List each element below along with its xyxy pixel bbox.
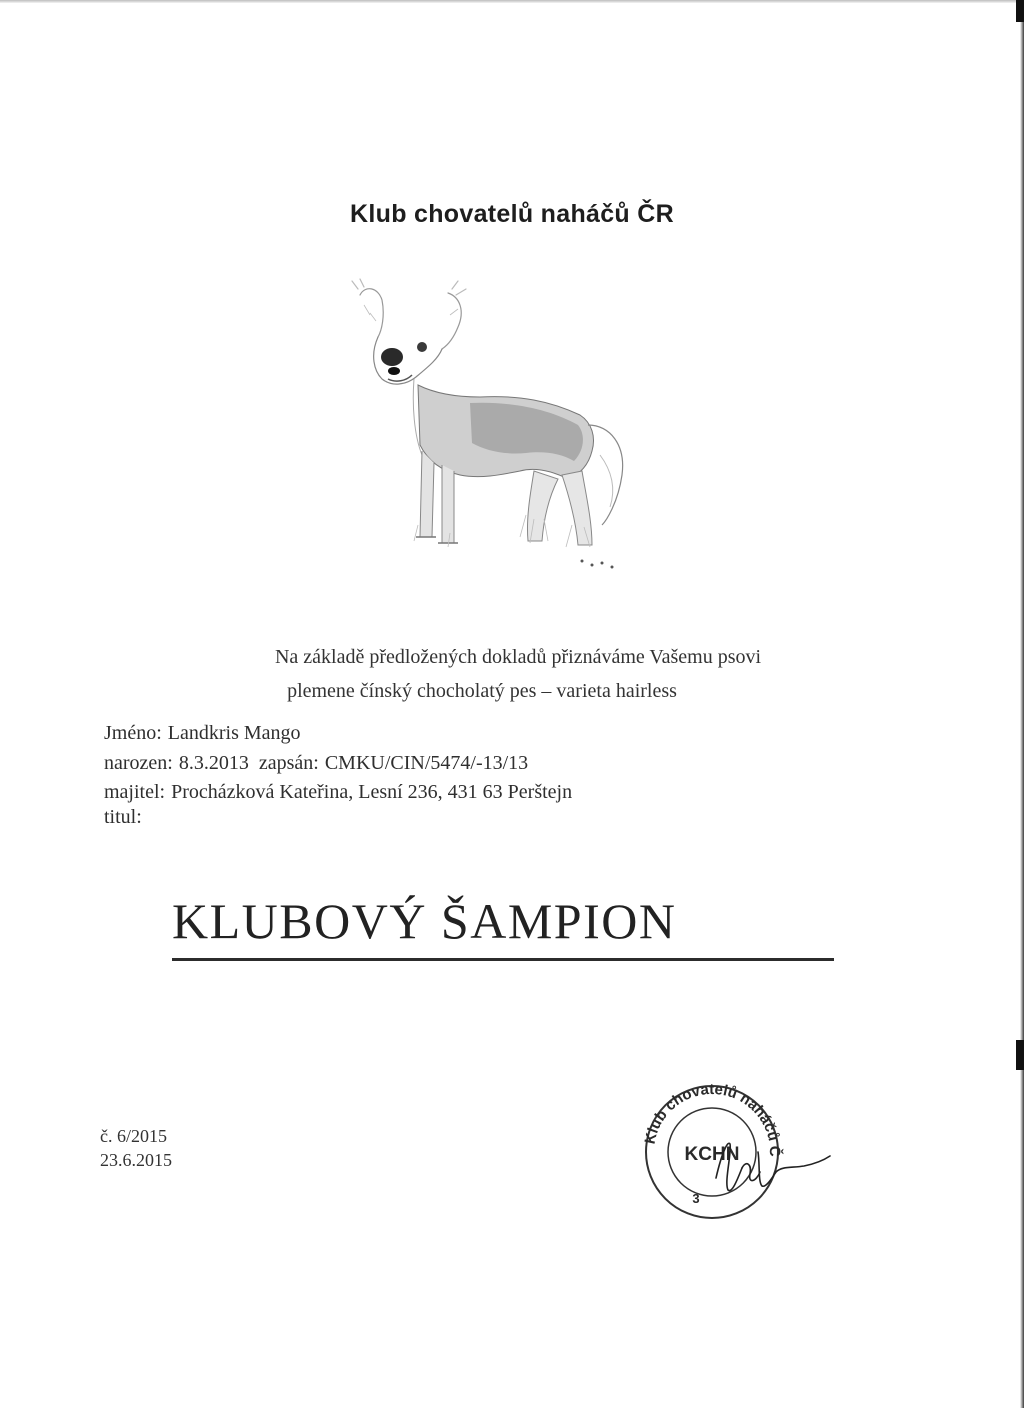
award-underline [172, 958, 834, 961]
title-field [104, 806, 148, 829]
born-label: narozen: [104, 752, 173, 774]
owner-value: Procházková Kateřina, Lesní 236, 431 63 Perštejn [171, 781, 573, 803]
name-value: Landkris Mango [167, 722, 301, 744]
scan-mark-middle [1016, 1040, 1024, 1070]
born-value: 8.3.2013 [178, 752, 249, 774]
organization-title: Klub chovatelů naháčů ČR [350, 200, 674, 228]
intro-text-line-1: Na základě předložených dokladů přiznáváme Vašemu psovi [274, 646, 762, 668]
birth-registration-field [104, 752, 528, 775]
reference-number: č. 6/2015 [100, 1126, 167, 1146]
chinese-crested-dog-icon [330, 275, 650, 595]
stamp-center-text: KCHN [684, 1144, 740, 1165]
scan-edge-top [0, 0, 1024, 3]
stamp-ring-text: Klub chovatelů naháčů Č [641, 1082, 784, 1157]
intro-text-line-2: plemene čínský chocholatý pes – varieta hairless [287, 680, 677, 702]
issue-date: 23.6.2015 [100, 1150, 172, 1170]
owner-label: majitel: [104, 781, 166, 803]
scan-mark-top [1016, 0, 1024, 22]
owner-field [104, 781, 572, 804]
stamp-number: 3 [692, 1191, 700, 1206]
name-label: Jméno: [104, 722, 162, 744]
award-title: KLUBOVÝ ŠAMPION [172, 893, 677, 949]
registered-label: zapsán: [258, 752, 319, 774]
club-seal-icon [632, 1082, 832, 1222]
registered-value: CMKU/CIN/5474/-13/13 [324, 752, 529, 774]
name-field [104, 722, 301, 745]
title-label: titul: [104, 806, 142, 828]
